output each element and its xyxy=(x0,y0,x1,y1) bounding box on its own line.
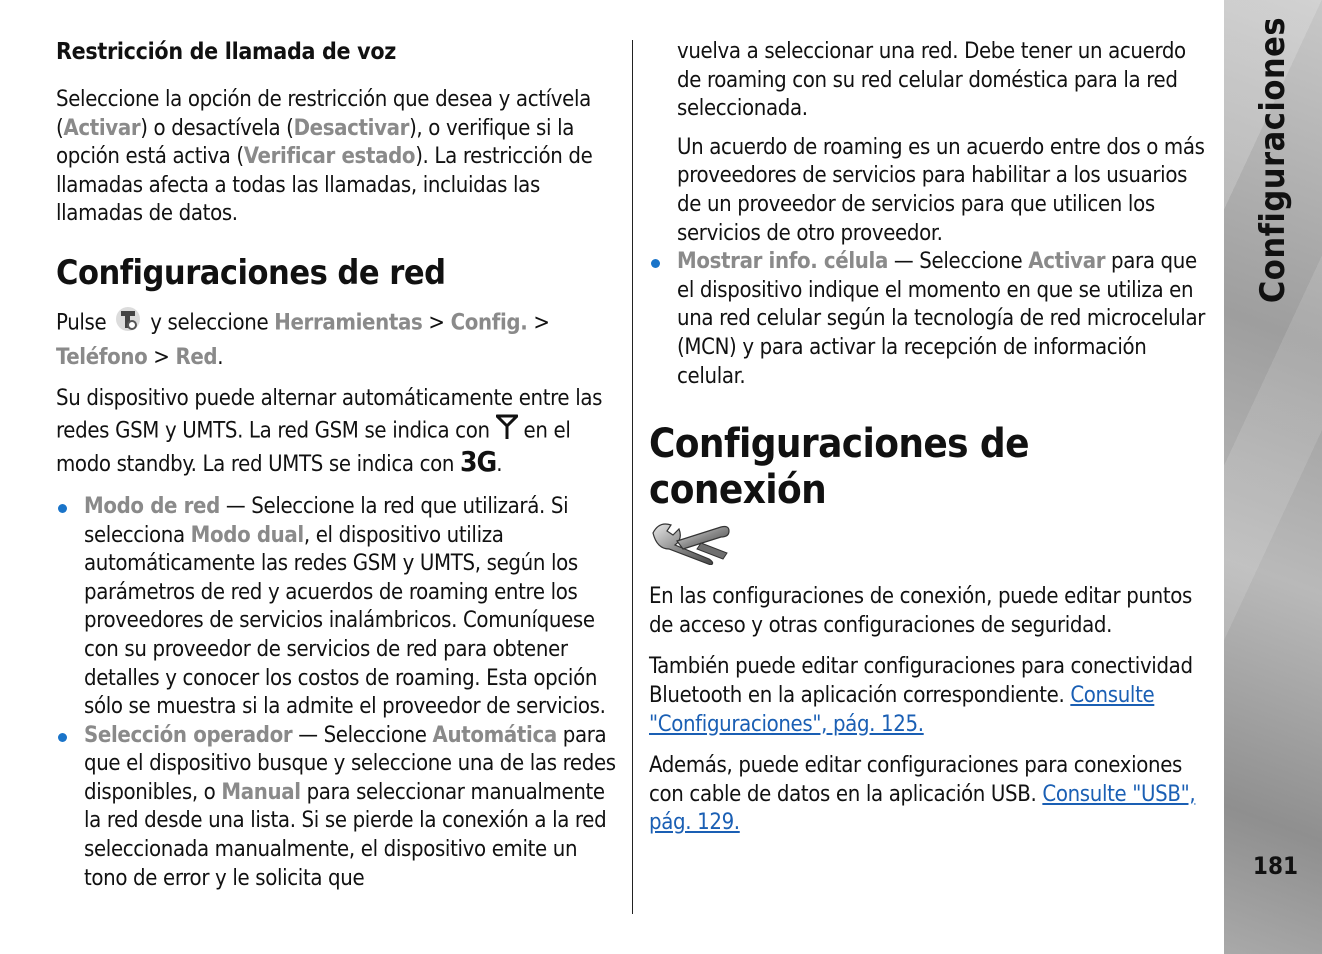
list-item xyxy=(649,248,1215,391)
separator: > xyxy=(153,344,170,370)
keyword-desactivar: Desactivar xyxy=(293,115,410,141)
usb-paragraph xyxy=(649,752,1215,838)
continued-paragraph: vuelva a seleccionar una red. Debe tener un acuerdo de roaming con su red celular doméstica para la red seleccionada. xyxy=(677,39,1186,122)
gsm-antenna-icon xyxy=(496,414,518,449)
connection-settings-heading: Configuraciones de conexión xyxy=(649,421,1029,514)
text: para seleccionar manualmente la red desde una lista. Si se pierde la conexión a la red seleccionada manualmente, el dispositivo emite un tono de error y le solicita que xyxy=(84,779,607,891)
option-modo-de-red: Modo de red xyxy=(84,493,220,519)
right-column xyxy=(649,38,1215,851)
separator: > xyxy=(428,310,445,336)
text: para que el dispositivo indique el momento en que se utiliza en una red celular según la tecnología de red microcelular (MCN) y para activar la recepción de información celular. xyxy=(677,249,1206,389)
menu-path-paragraph xyxy=(56,303,618,372)
cell-info-list xyxy=(649,248,1215,391)
list-item xyxy=(56,722,618,894)
voice-restriction-heading: Restricción de llamada de voz xyxy=(56,39,397,65)
text: — Seleccione la red que utilizará. Si selecciona xyxy=(84,493,569,548)
keyword-activar: Activar xyxy=(63,115,141,141)
text: ) o desactívela ( xyxy=(140,115,294,141)
option-mostrar-info-celula: Mostrar info. célula xyxy=(677,249,888,275)
text: Su dispositivo puede alternar automáticamente entre las redes GSM y UMTS. La red GSM se indica con xyxy=(56,386,603,444)
connection-intro-paragraph: En las configuraciones de conexión, puede editar puntos de acceso y otras configuraciones de seguridad. xyxy=(649,584,1193,638)
standby-paragraph xyxy=(56,385,618,480)
side-tab-label-container xyxy=(1224,0,1322,320)
keyword-verificar-estado: Verificar estado xyxy=(243,144,416,170)
text: Pulse xyxy=(56,310,107,336)
text: . xyxy=(217,344,224,370)
separator: > xyxy=(533,310,550,336)
text: Seleccione la opción de restricción que desea y actívela ( xyxy=(56,87,591,141)
keyword-config: Config. xyxy=(450,310,528,336)
text: ), o verifique si la opción está activa ( xyxy=(56,115,575,170)
text: para que el dispositivo busque y seleccione una de las redes disponibles, o xyxy=(84,722,616,805)
page-number: 181 xyxy=(1252,852,1298,880)
left-column xyxy=(56,38,618,906)
text: También puede editar configuraciones para conectividad Bluetooth en la aplicación correspondiente. xyxy=(649,654,1193,708)
keyword-automatica: Automática xyxy=(432,722,557,748)
menu-key-icon xyxy=(112,303,144,344)
text: ). La restricción de llamadas afecta a todas las llamadas, incluidas las llamadas de datos. xyxy=(56,144,593,227)
roaming-definition-paragraph: Un acuerdo de roaming es un acuerdo entre dos o más proveedores de servicios para habilitar a los usuarios de un proveedor de servicios para que utilicen los servicios de otro proveedor. xyxy=(677,134,1205,246)
keyword-telefono: Teléfono xyxy=(56,344,148,370)
wrench-tools-icon xyxy=(649,519,1215,569)
side-tab-label: Configuraciones xyxy=(1253,16,1294,304)
network-options-list xyxy=(56,493,618,893)
umts-3g-icon: 3G xyxy=(460,445,497,479)
text: en el modo standby. La red UMTS se indica con xyxy=(56,418,571,478)
keyword-activar: Activar xyxy=(1028,249,1106,275)
text: Además, puede editar configuraciones para conexiones con cable de datos en la aplicación USB. xyxy=(649,753,1182,807)
voice-restriction-paragraph xyxy=(56,86,618,229)
link-consulte[interactable]: Consulte xyxy=(1070,682,1155,708)
option-seleccion-operador: Selección operador xyxy=(84,722,293,748)
text: — Seleccione xyxy=(292,722,433,748)
keyword-manual: Manual xyxy=(221,779,301,805)
column-divider xyxy=(632,40,633,914)
network-settings-heading: Configuraciones de red xyxy=(56,252,446,293)
keyword-herramientas: Herramientas xyxy=(274,310,423,336)
text: . xyxy=(496,452,503,478)
text: , el dispositivo utiliza automáticamente las redes GSM y UMTS, según los parámetros de red y acuerdos de roaming entre los proveedores de servicios inalámbricos. Comuníquese con su proveedor de servicios de red para obtener detalles y conocer los costos de roaming. Esta opción sólo se muestra si la admite el proveedor de servicios. xyxy=(84,522,606,720)
text: y seleccione xyxy=(150,310,269,336)
text: — Seleccione xyxy=(887,249,1029,275)
link-configuraciones-pag-125[interactable]: "Configuraciones", pág. 125. xyxy=(649,711,924,737)
keyword-modo-dual: Modo dual xyxy=(190,522,304,548)
section-side-tab xyxy=(1224,0,1322,954)
bluetooth-paragraph xyxy=(649,653,1215,739)
continued-bullet-text xyxy=(649,38,1215,248)
keyword-red: Red xyxy=(175,344,218,370)
link-usb-pag-129[interactable]: Consulte "USB", pág. 129. xyxy=(649,781,1196,836)
list-item xyxy=(56,493,618,722)
